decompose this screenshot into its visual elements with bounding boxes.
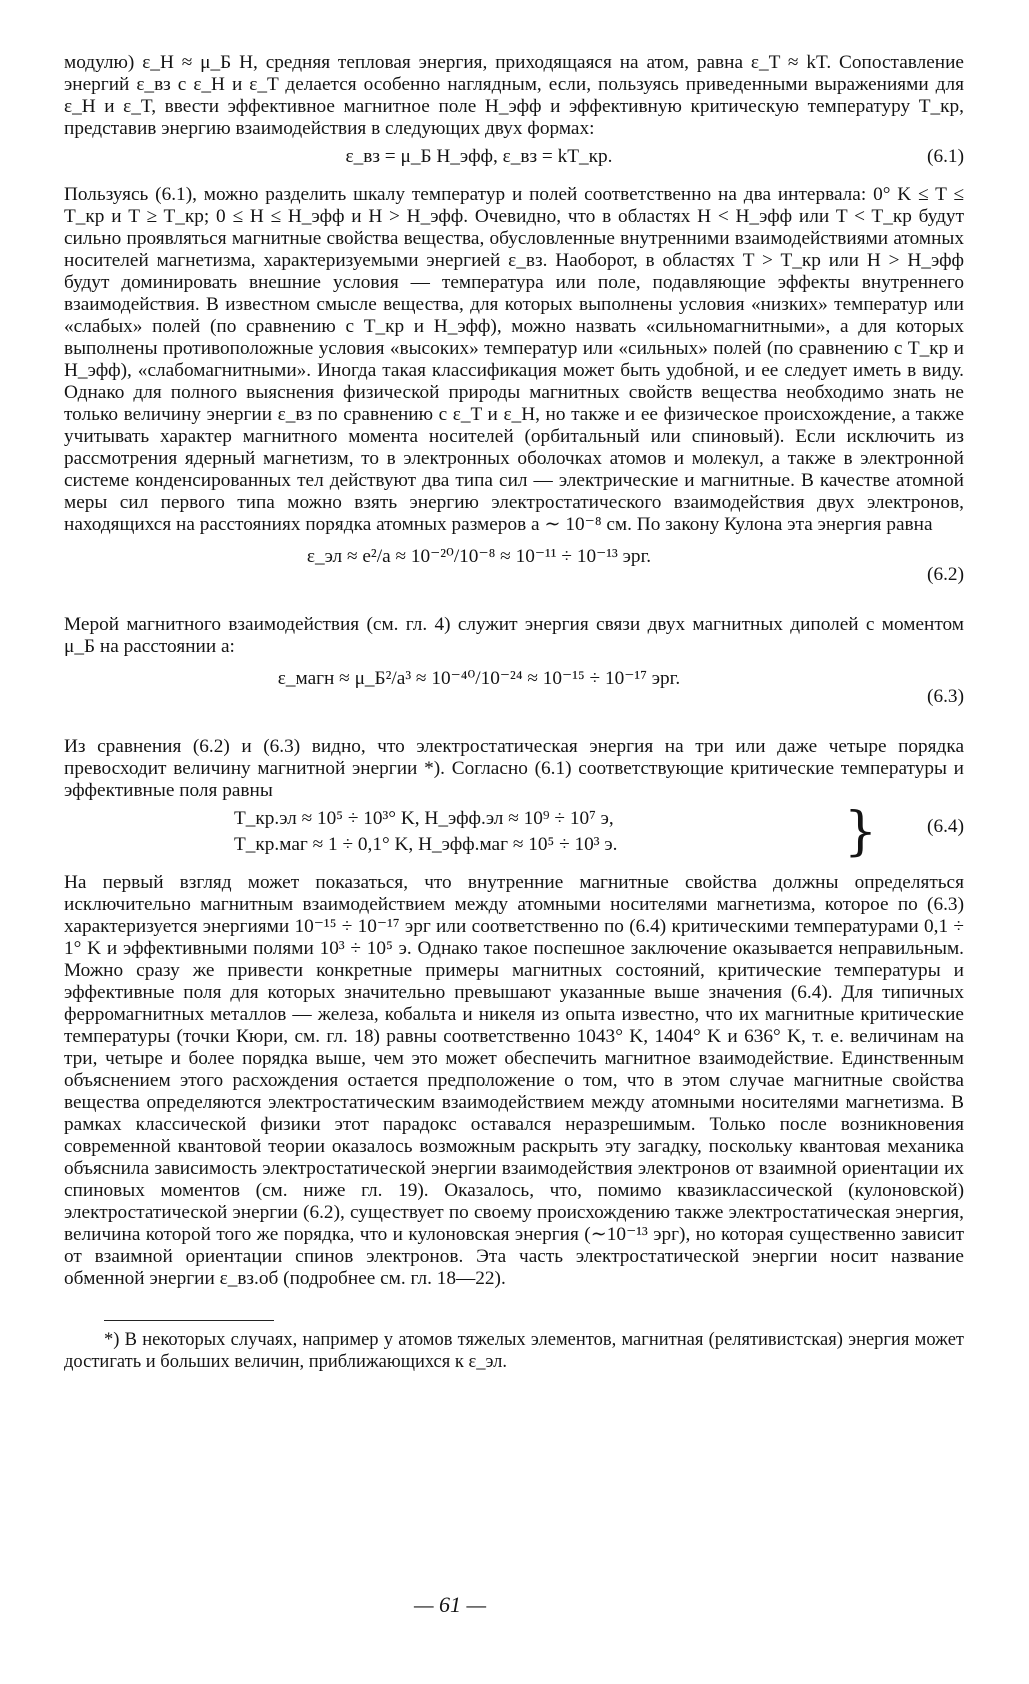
formula-6-3-body: ε_магн ≈ μ_Б²/a³ ≈ 10⁻⁴⁰/10⁻²⁴ ≈ 10⁻¹⁵ ÷ 10⁻¹⁷ эрг. bbox=[277, 668, 681, 689]
formula-6-3-number: (6.3) bbox=[927, 686, 964, 707]
footnote-divider bbox=[104, 1320, 274, 1321]
footnote: *) В некоторых случаях, например у атомов тяжелых элементов, магнитная (релятивистская) энергия может достигать и больших величин, приближающихся к ε_эл. bbox=[64, 1330, 964, 1372]
formula-6-1-body: ε_вз = μ_Б H_эфф, ε_вз = kT_кр. bbox=[345, 146, 613, 167]
formula-6-3 bbox=[64, 658, 964, 736]
formula-6-1-number: (6.1) bbox=[927, 146, 964, 167]
paragraph-3: Мерой магнитного взаимодействия (см. гл. 4) служит энергия связи двух магнитных диполей с моментом μ_Б на расстоянии a: bbox=[64, 614, 964, 657]
paragraph-2: Пользуясь (6.1), можно разделить шкалу температур и полей соответственно на два интервала: 0° K ≤ T ≤ T_кр и T ≥ T_кр; 0 ≤ H ≤ H_эфф и H > H_эфф. Очевидно, что в областях H < H_эфф или T < T_кр будут сильно проявляться магнитные свойства вещества, обусловленные внутренними взаимодействиями атомных носителей магнетизма, характеризуемыми энергией ε_вз. Наоборот, в областях T > T_кр или H > H_эфф будут доминировать внешние условия — температура или поле, подавляющие эффекты внутреннего взаимодействия. В известном смысле вещества, для которых выполнены условия «низких» температур или «слабых» полей (по сравнению с T_кр и H_эфф), можно назвать «сильномагнитными», а для которых выполнены противоположные условия «высоких» температур или «сильных» полей (по сравнению с T_кр и H_эфф), «слабомагнитными». Иногда такая классификация может быть удобной, и ее следует иметь в виду. Однако для полного выяснения физической природы магнитных свойств вещества необходимо знать не только величину энергии ε_вз по сравнению с ε_T и ε_H, но также и ее физическое происхождение, а также учитывать характер магнитного момента носителей (орбитальный или спиновый). Если исключить из рассмотрения ядерный магнетизм, то в электронных оболочках атомов и молекул, а также в электронной системе конденсированных тел действуют два типа сил — электрические и магнитные. В качестве атомной меры сил первого типа можно взять энергию электростатического взаимодействия двух электронов, находящихся на расстояниях порядка атомных размеров a ∼ 10⁻⁸ см. По закону Кулона эта энергия равна bbox=[64, 184, 964, 535]
formula-6-2 bbox=[64, 536, 964, 614]
formula-6-4-lines bbox=[234, 806, 617, 858]
formula-6-2-number: (6.2) bbox=[927, 564, 964, 585]
paragraph-4: Из сравнения (6.2) и (6.3) видно, что электростатическая энергия на три или даже четыре порядка превосходит величину магнитной энергии *). Согласно (6.1) соответствующие критические температуры и эффективные поля равны bbox=[64, 736, 964, 801]
paragraph-5: На первый взгляд может показаться, что внутренние магнитные свойства должны определяться исключительно магнитным взаимодействием между атомными носителями магнетизма, которое по (6.3) характеризуется энергиями 10⁻¹⁵ ÷ 10⁻¹⁷ эрг или соответственно по (6.4) критическими температурами 0,1 ÷ 1° K и эффективными полями 10³ ÷ 10⁵ э. Однако такое поспешное заключение оказывается неправильным. Можно сразу же привести конкретные примеры магнитных состояний, критические температуры и эффективные поля для которых значительно превышают указанные выше значения (6.4). Для типичных ферромагнитных металлов — железа, кобальта и никеля из опыта известно, что их магнитные критические температуры (точки Кюри, см. гл. 18) равны соответственно 1043° K, 1404° K и 636° K, т. е. величинам на три, четыре и более порядка выше, чем это может обеспечить магнитное взаимодействие. Единственным объяснением этого расхождения остается предположение о том, что в этом случае магнитные свойства вещества определяются электростатическим взаимодействием между атомными носителями магнетизма. В рамках классической физики этот парадокс оставался неразрешимым. Только после возникновения современной квантовой теории оказалось возможным раскрыть эту загадку, поскольку квантовая механика объяснила зависимость электростатической энергии взаимодействия электронов от взаимной ориентации их спиновых моментов (см. ниже гл. 19). Оказалось, что, помимо квазиклассической (кулоновской) электростатической энергии (6.2), существует по своему происхождению также электростатическая энергия, величина которой того же порядка, что и кулоновская энергия (∼10⁻¹³ эрг), но которая существенно зависит от взаимной ориентации спинов электронов. Эта часть электростатической энергии носит название обменной энергии ε_вз.об (подробнее см. гл. 18—22). bbox=[64, 872, 964, 1289]
formula-6-4 bbox=[64, 802, 964, 872]
formula-6-4-number: (6.4) bbox=[927, 816, 964, 837]
formula-6-4-line-1: T_кр.эл ≈ 10⁵ ÷ 10³° K, H_эфф.эл ≈ 10⁹ ÷ 10⁷ э, bbox=[234, 808, 614, 829]
right-brace-icon: } bbox=[844, 802, 878, 862]
page-number: — 61 — bbox=[413, 1592, 487, 1617]
formula-6-4-line-2: T_кр.маг ≈ 1 ÷ 0,1° K, H_эфф.маг ≈ 10⁵ ÷ 10³ э. bbox=[234, 834, 618, 855]
formula-6-2-body: ε_эл ≈ e²/a ≈ 10⁻²⁰/10⁻⁸ ≈ 10⁻¹¹ ÷ 10⁻¹³ эрг. bbox=[306, 546, 652, 567]
paragraph-1: модулю) ε_H ≈ μ_Б H, средняя тепловая энергия, приходящаяся на атом, равна ε_T ≈ kT. Сопоставление энергий ε_вз с ε_H и ε_T делается особенно наглядным, если, пользуясь приведенными выражениями для ε_H и ε_T, ввести эффективное магнитное поле H_эфф и эффективную критическую температуру T_кр, представив энергию взаимодействия в следующих двух формах: bbox=[64, 52, 964, 139]
page-content bbox=[64, 52, 964, 1373]
formula-6-1 bbox=[64, 140, 964, 184]
